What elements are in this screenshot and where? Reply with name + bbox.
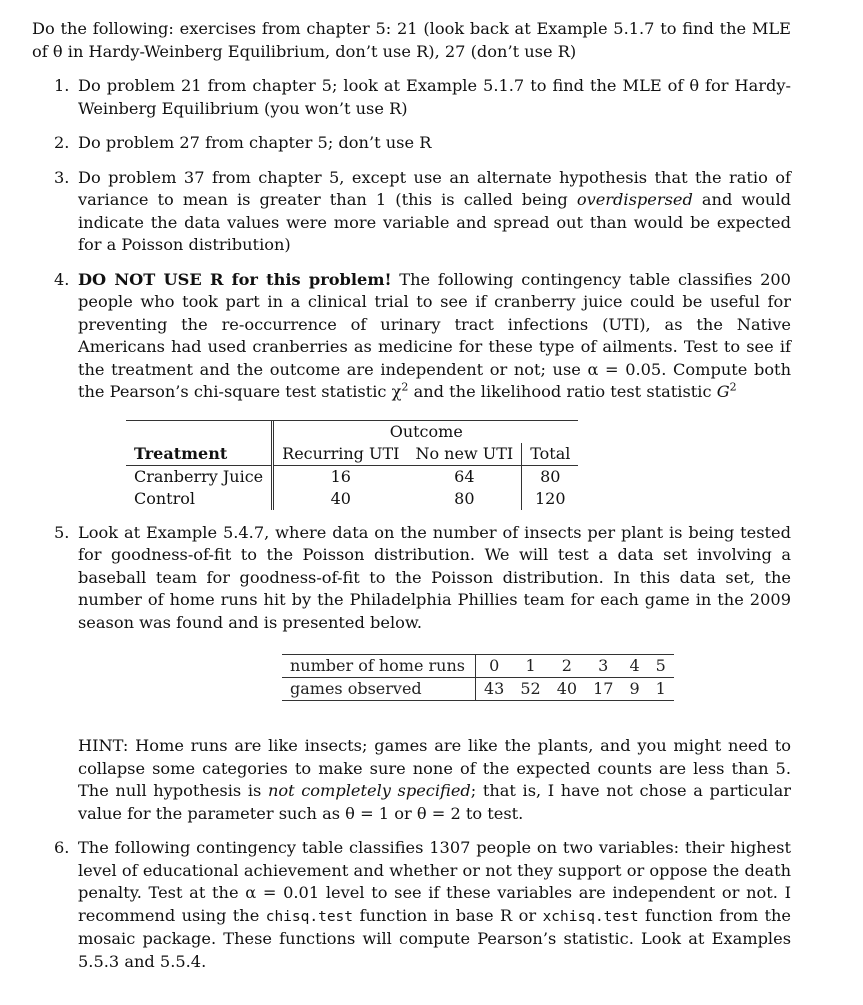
problem-5 — [32, 522, 791, 826]
contingency-table-wrap — [126, 420, 791, 510]
table-cell: 0 — [476, 655, 513, 678]
outcome-header: Outcome — [389, 421, 463, 441]
table-cell: 120 — [535, 488, 566, 508]
g-variable: G — [716, 382, 730, 401]
problem-text: Do problem 21 from chapter 5; look at Example 5.1.7 to find the MLE of θ for Hardy-Weinberg Equilibrium (you won’t use R) — [78, 76, 791, 118]
problem-number: 1. — [54, 76, 70, 95]
hint-text: ; that is, I have not chose a particular value for the parameter such as θ = 1 or θ = 2 to test. — [78, 781, 791, 823]
col-header: No new UTI — [407, 443, 521, 466]
col-header: Recurring UTI — [273, 443, 408, 466]
code-chisq-test: chisq.test — [265, 908, 354, 925]
problem-text: The following contingency table classifies 1307 people on two variables: their highest level of educational achievement and whether or not they support or oppose the death penalty. Test at the α = 0.01 level to see if these variables are independent or not. I recommend using the — [78, 838, 791, 925]
problem-2 — [32, 132, 791, 155]
table-cell: 52 — [512, 678, 548, 701]
table-cell: 1 — [512, 655, 548, 678]
problem-number: 3. — [54, 167, 70, 187]
table-row — [282, 655, 674, 678]
problem-text: Do problem 27 from chapter 5; don’t use R — [78, 133, 432, 152]
problem-4 — [32, 269, 791, 510]
hint-paragraph — [78, 735, 791, 825]
col-header: Total — [522, 443, 579, 466]
problem-text: Look at Example 5.4.7, where data on the number of insects per plant is being tested for goodness-of-fit to the Poisson distribution. We will test a data set involving a baseball team for goodness-of-fit to the Poisson distribution. In this data set, the number of home runs hit by the Philadelphia Phillies team for each game in the 2009 season was found and is presented below. — [78, 522, 791, 632]
table-cell: 9 — [621, 678, 647, 701]
warning-bold: DO NOT USE R for this problem! — [78, 269, 392, 289]
hint-text: HINT: Home runs are like insects; games are like the plants, and you might need to collapse some categories to make sure none of the expected counts are less than 5. The null hypothesis is — [78, 736, 791, 800]
intro-paragraph: Do the following: exercises from chapter 5: 21 (look back at Example 5.1.7 to find the MLE of θ in Hardy-Weinberg Equilibrium, don’t use R), 27 (don’t use R) — [32, 19, 791, 61]
table-cell: Control — [126, 488, 273, 510]
table-row — [126, 488, 578, 510]
table-cell: Cranberry Juice — [126, 465, 273, 488]
table-cell: 4 — [621, 655, 647, 678]
table-cell: 16 — [330, 466, 351, 486]
problem-1 — [32, 75, 791, 120]
table-cell: 1 — [648, 678, 674, 701]
col-header: Treatment — [126, 443, 273, 466]
superscript: 2 — [729, 380, 737, 394]
problem-list — [32, 75, 791, 973]
table-cell: 43 — [476, 678, 513, 701]
row-label: number of home runs — [282, 655, 476, 678]
problem-6 — [32, 837, 791, 973]
problem-3 — [32, 167, 791, 257]
table-row — [126, 465, 578, 488]
table-cell: 40 — [330, 488, 351, 508]
superscript: 2 — [401, 380, 409, 394]
table-cell: 5 — [648, 655, 674, 678]
problem-number: 4. — [54, 269, 70, 289]
table-cell: 80 — [407, 488, 521, 510]
table-cell: 64 — [407, 465, 521, 488]
problem-text: The following contingency table classifies 200 people who took part in a clinical trial to see if cranberry juice could be useful for preventing the re-occurrence of urinary tract infections (UTI), as the Native Americans had used cranberries as medicine for these type of ailments. Test to see if the treatment and the outcome are independent or not; use α = 0.05. Compute both the Pearson’s chi-square test statistic χ — [78, 269, 791, 401]
emphasis-overdispersed: overdispersed — [576, 190, 693, 209]
home-runs-table — [282, 654, 674, 701]
problem-text: function in base R or — [353, 905, 543, 925]
problem-number: 5. — [54, 522, 70, 542]
hint-emphasis: not completely specified — [267, 781, 471, 800]
problem-number: 6. — [54, 838, 70, 857]
problem-text: and would indicate the data values were more variable and spread out than would be expected for a Poisson distribution) — [78, 190, 792, 254]
code-xchisq-test: xchisq.test — [542, 908, 639, 925]
problem-text: and the likelihood ratio test statistic — [408, 382, 717, 401]
table-row — [282, 678, 674, 701]
contingency-table — [126, 420, 578, 510]
table-cell: 17 — [585, 678, 621, 701]
table-cell: 2 — [549, 655, 585, 678]
table-cell: 3 — [585, 655, 621, 678]
problem-text: Do problem 37 from chapter 5, except use an alternate hypothesis that the ratio of variance to mean is greater than 1 (this is called being — [78, 167, 791, 209]
table-cell: 80 — [540, 466, 561, 486]
problem-text: function from the mosaic package. These functions will compute Pearson’s statistic. Look at Examples 5.5.3 and 5.5.4. — [78, 905, 792, 971]
table-cell: 40 — [549, 678, 585, 701]
problem-number: 2. — [54, 133, 70, 152]
row-label: games observed — [282, 678, 476, 701]
home-runs-table-wrap — [282, 654, 791, 701]
